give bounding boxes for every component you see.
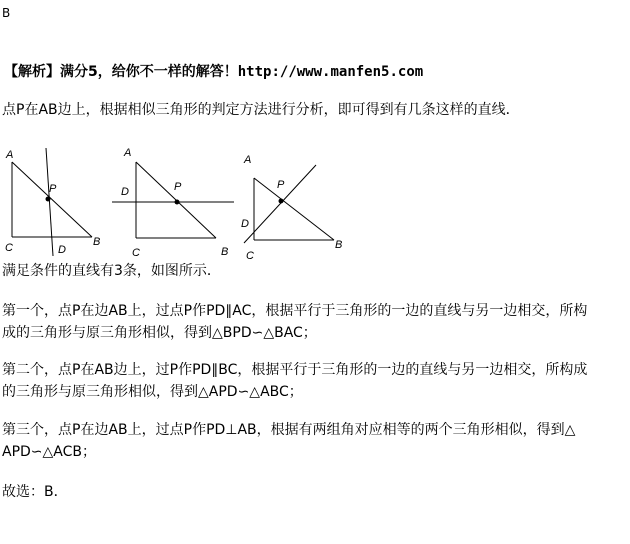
fig3-label-p: P [277, 179, 285, 191]
fig1-label-c: C [5, 242, 13, 254]
summary-text: 满足条件的直线有3条，如图所示． [2, 263, 221, 279]
fig3-label-c: C [246, 250, 254, 262]
figure-3 [244, 165, 334, 243]
fig2-label-d: D [121, 186, 129, 198]
para1-line1: 第一个，点P在边AB上，过点P作PD∥AC，根据平行于三角形的一边的直线与另一边相交，所构 [2, 303, 588, 319]
fig2-label-b: B [221, 246, 229, 258]
solution-tag: 【解析】满分5，给你不一样的解答！ [4, 64, 238, 80]
figure-1 [12, 148, 92, 256]
para2-line2: 的三角形与原三角形相似，得到△APD∽△ABC； [2, 384, 303, 400]
figure-2 [112, 162, 234, 238]
para2-line1: 第二个，点P在AB边上，过P作PD∥BC，根据平行于三角形的一边的直线与另一边相交，所构成 [2, 362, 588, 378]
fig3-label-d: D [241, 218, 249, 230]
conclusion-text: 故选：B． [2, 484, 68, 500]
fig3-point-p [279, 199, 284, 204]
fig2-label-a: A [124, 147, 132, 159]
fig3-side-ab [254, 178, 334, 240]
answer-letter: B [2, 6, 11, 20]
fig1-point-p [46, 197, 51, 202]
fig2-label-p: P [174, 181, 182, 193]
fig3-label-b: B [335, 239, 343, 251]
fig1-line-pd [46, 148, 53, 256]
fig2-point-p [175, 200, 180, 205]
fig3-line-pd [244, 165, 316, 243]
fig1-label-p: P [49, 183, 57, 195]
para3-line1: 第三个，点P在边AB上，过点P作PD⊥AB，根据有两组角对应相等的两个三角形相似，得到△ [2, 422, 576, 438]
source-url: http://www.manfen5.com [237, 64, 424, 80]
para3-line2: APD∽△ACB； [2, 444, 97, 460]
intro-text: 点P在AB边上，根据相似三角形的判定方法进行分析，即可得到有几条这样的直线． [2, 102, 520, 118]
fig2-label-c: C [132, 247, 140, 259]
fig1-label-a: A [6, 149, 14, 161]
para1-line2: 成的三角形与原三角形相似，得到△BPD∽△BAC； [2, 325, 317, 341]
fig1-side-ab [12, 162, 92, 237]
fig3-label-a: A [244, 154, 252, 166]
fig1-label-b: B [93, 236, 101, 248]
fig1-label-d: D [58, 244, 66, 256]
